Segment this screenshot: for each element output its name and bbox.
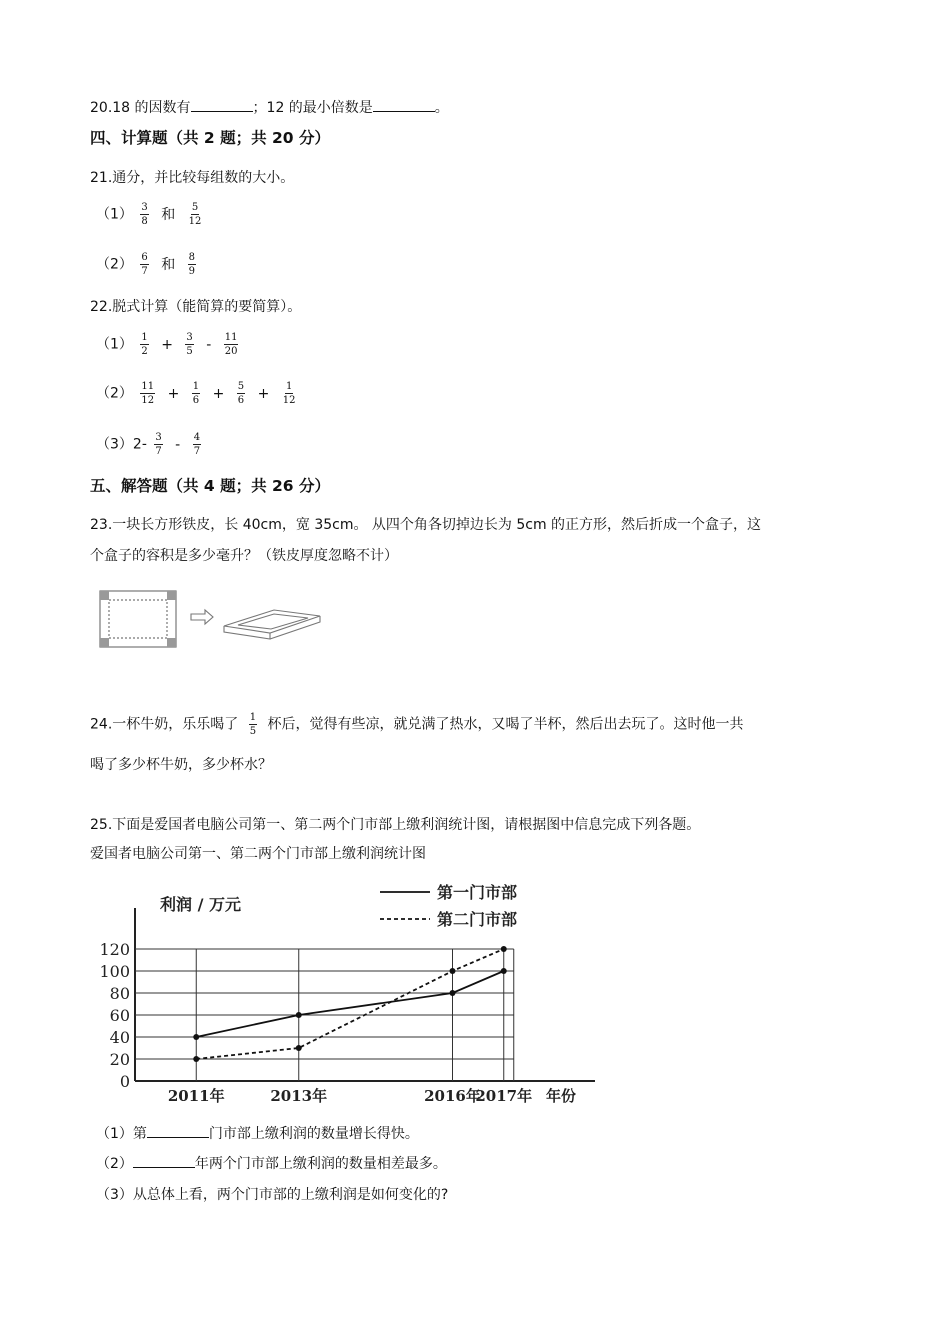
- data-point: [296, 1045, 302, 1051]
- q21-item-1: （1） $\frac{3}{8}$ 和 $\frac{5}{12}$: [96, 202, 202, 227]
- q22-stem: 22.脱式计算（能简算的要简算）。: [90, 299, 302, 315]
- fraction: $\frac{8}{9}$: [188, 252, 196, 277]
- chart-legend: [380, 883, 517, 929]
- y-tick-label: 40: [109, 1028, 130, 1047]
- sheet-with-cut-corners: [100, 591, 176, 647]
- q22-item-2: （2） $\frac{11}{12}$ + $\frac{1}{6}$ + $\frac{5}{6}$ + $\frac{1}{12}$: [96, 381, 296, 406]
- x-tick-labels: [168, 1087, 532, 1105]
- profit-line-chart: [90, 870, 600, 1115]
- section4-title: 四、计算题（共 2 题；共 20 分）: [90, 129, 330, 147]
- fraction: $\frac{5}{12}$: [188, 202, 202, 227]
- y-tick-label: 60: [109, 1006, 130, 1025]
- q23-line1: 23.一块长方形铁皮，长 40cm，宽 35cm。 从四个角各切掉边长为 5cm 的正方形，然后折成一个盒子，这: [90, 517, 762, 533]
- q25-blank-2[interactable]: [133, 1153, 195, 1168]
- q23-line2: 个盒子的容积是多少毫升？（铁皮厚度忽略不计）: [90, 548, 398, 564]
- y-tick-label: 100: [99, 962, 130, 981]
- q21-stem: 21.通分，并比较每组数的大小。: [90, 170, 295, 186]
- y-tick-label: 80: [109, 984, 130, 1003]
- legend-label: 第一门市部: [437, 883, 518, 902]
- data-point: [193, 1056, 199, 1062]
- fraction: $\frac{3}{8}$: [141, 202, 148, 227]
- x-tick-label: 2011年: [167, 1087, 225, 1105]
- x-tick-label: 2013年: [270, 1087, 328, 1105]
- chart-grid: [135, 908, 595, 1081]
- data-point: [296, 1012, 302, 1018]
- y-tick-label: 0: [119, 1072, 130, 1091]
- section5-title: 五、解答题（共 4 题；共 26 分）: [90, 477, 330, 495]
- data-point: [501, 946, 507, 952]
- q25-blank-1[interactable]: [147, 1123, 209, 1138]
- fraction: $\frac{1}{5}$: [249, 712, 257, 737]
- q25-sub-2: （2） 年两个门市部上缴利润的数量相差最多。: [96, 1153, 447, 1173]
- q22-item-1: （1） $\frac{1}{2}$ + $\frac{3}{5}$ - $\frac{11}{20}$: [96, 332, 238, 357]
- q24-line1: 24.一杯牛奶，乐乐喝了 $\frac{1}{5}$ 杯后，觉得有些凉，就兑满了热水，又喝了半杯，然后出去玩了。这时他一共: [90, 712, 744, 737]
- q22-item-3: （3）2- $\frac{3}{7}$ - $\frac{4}{7}$: [96, 432, 201, 457]
- data-point: [501, 968, 507, 974]
- x-tick-label: 2017年: [475, 1087, 533, 1105]
- q20-blank-1[interactable]: [191, 97, 253, 112]
- legend-label: 第二门市部: [437, 910, 518, 929]
- q25-stem: 25.下面是爱国者电脑公司第一、第二两个门市部上缴利润统计图，请根据图中信息完成下列各题。: [90, 817, 701, 833]
- series-line: [196, 949, 504, 1059]
- q25-sub-1: （1）第 门市部上缴利润的数量增长得快。: [96, 1123, 419, 1143]
- data-point: [450, 968, 456, 974]
- fraction: $\frac{6}{7}$: [141, 252, 148, 277]
- chart-caption: 爱国者电脑公司第一、第二两个门市部上缴利润统计图: [90, 846, 426, 862]
- y-tick-label: 120: [99, 940, 130, 959]
- x-tick-label: 2016年: [424, 1087, 481, 1105]
- q20-line: 20.18 的因数有 ；12 的最小倍数是 。: [90, 97, 449, 117]
- x-axis-label: 年份: [546, 1087, 577, 1105]
- series-line: [196, 971, 504, 1037]
- data-point: [193, 1034, 199, 1040]
- q21-item-2: （2） $\frac{6}{7}$ 和 $\frac{8}{9}$: [96, 252, 196, 277]
- y-tick-label: 20: [109, 1050, 130, 1069]
- chart-series: [193, 946, 507, 1062]
- y-tick-labels: [99, 940, 130, 1091]
- arrow-icon: [191, 610, 213, 624]
- data-point: [450, 990, 456, 996]
- q20-blank-2[interactable]: [373, 97, 435, 112]
- y-axis-label: 利润 / 万元: [160, 895, 241, 914]
- q25-sub-3: （3）从总体上看，两个门市部的上缴利润是如何变化的?: [96, 1187, 449, 1203]
- box-folding-figure: [98, 588, 348, 650]
- open-box-drawing: [224, 610, 320, 639]
- q24-line2: 喝了多少杯牛奶，多少杯水？: [90, 757, 272, 773]
